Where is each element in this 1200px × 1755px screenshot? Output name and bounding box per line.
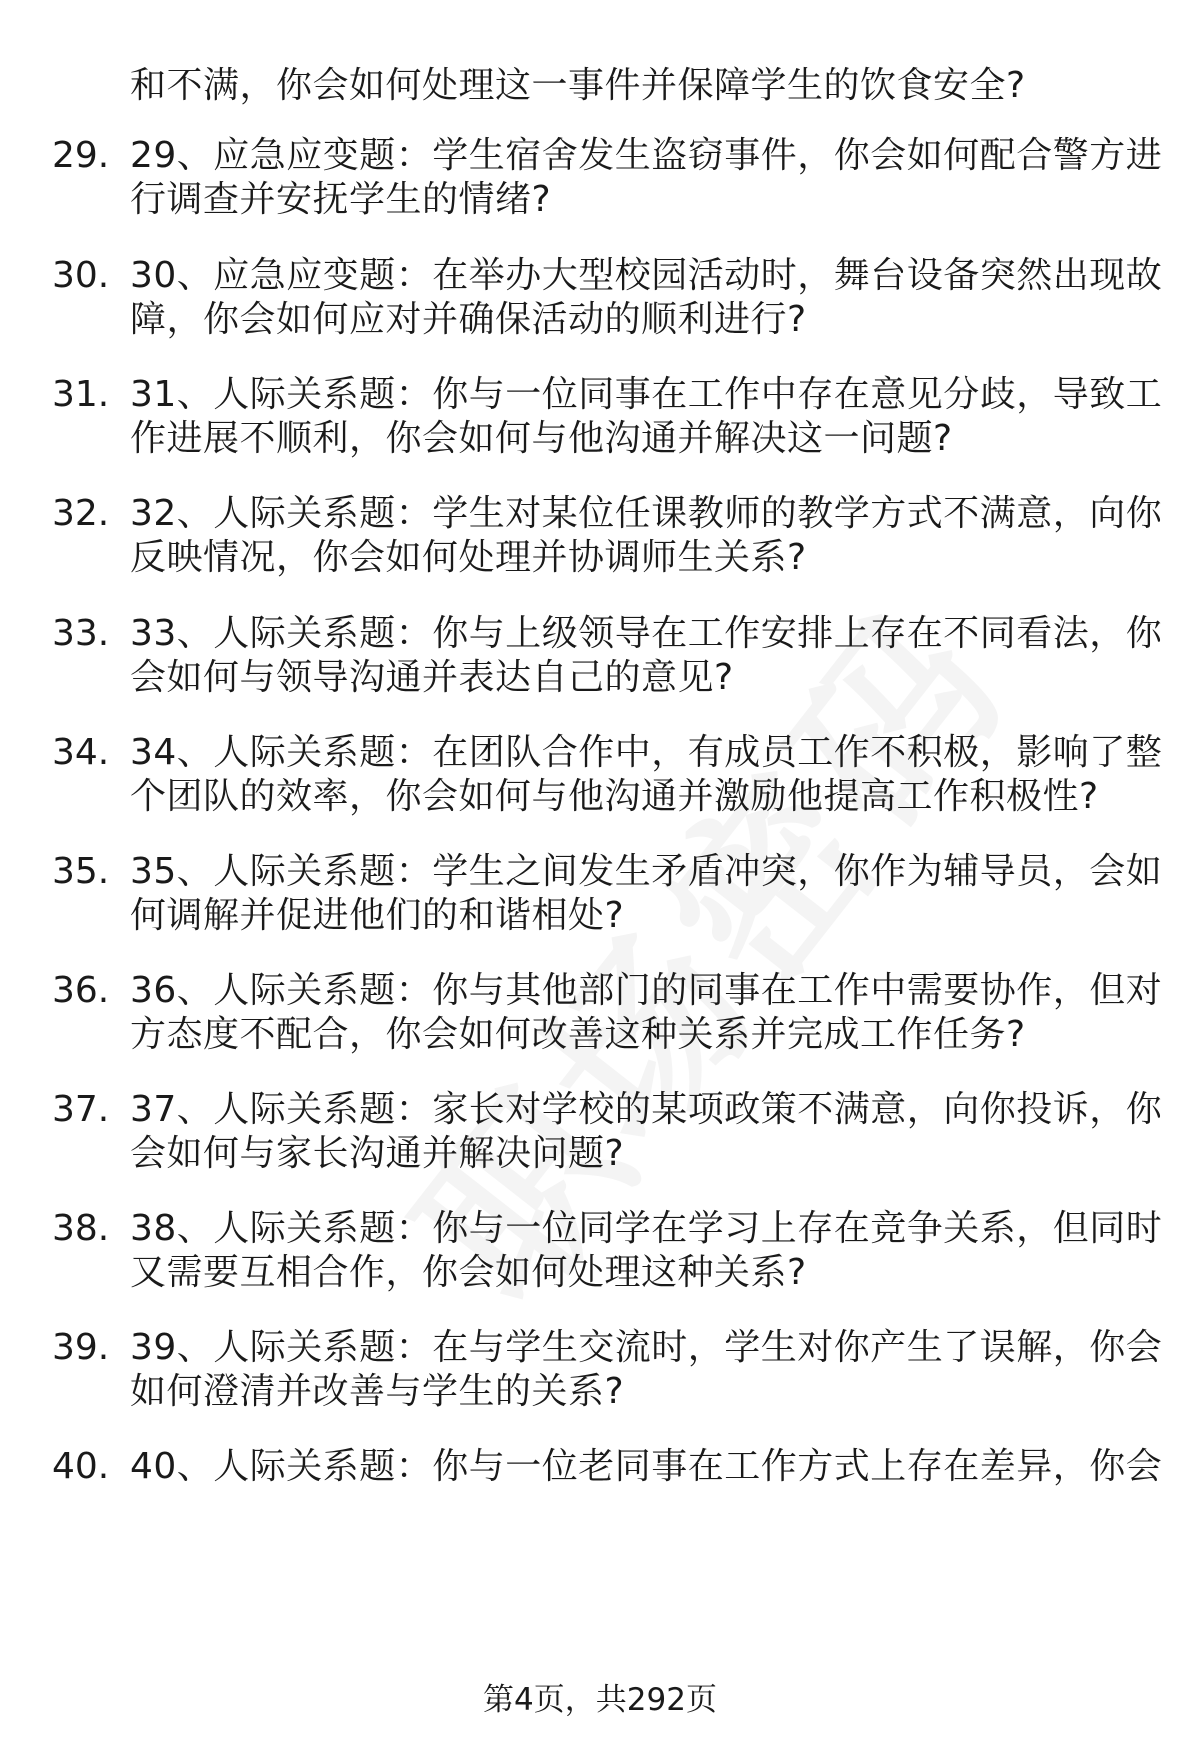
item-number: 30. xyxy=(52,255,110,296)
item-text-line-2: 会如何与领导沟通并表达自己的意见? xyxy=(130,657,734,698)
item-text-line-1: 33、人际关系题：你与上级领导在工作安排上存在不同看法，你 xyxy=(130,613,1163,654)
item-number: 31. xyxy=(52,374,110,415)
item-number: 29. xyxy=(52,135,110,176)
item-number: 36. xyxy=(52,970,110,1011)
item-number: 38. xyxy=(52,1208,110,1249)
item-number: 32. xyxy=(52,493,110,534)
item-text-line-2: 反映情况，你会如何处理并协调师生关系? xyxy=(130,537,807,578)
item-number: 39. xyxy=(52,1327,110,1368)
item-text-line-2: 如何澄清并改善与学生的关系? xyxy=(130,1371,625,1412)
item-text-line-1: 39、人际关系题：在与学生交流时，学生对你产生了误解，你会 xyxy=(130,1327,1163,1368)
item-text-line-1: 34、人际关系题：在团队合作中，有成员工作不积极，影响了整 xyxy=(130,732,1163,773)
item-number: 33. xyxy=(52,613,110,654)
item-text-line-2: 行调查并安抚学生的情绪? xyxy=(130,179,552,220)
item-text-line-2: 个团队的效率，你会如何与他沟通并激励他提高工作积极性? xyxy=(130,776,1099,817)
item-text-line-1: 29、应急应变题：学生宿舍发生盗窃事件，你会如何配合警方进 xyxy=(130,135,1163,176)
item-text-line-2: 又需要互相合作，你会如何处理这种关系? xyxy=(130,1252,807,1293)
item-text-line-1: 32、人际关系题：学生对某位任课教师的教学方式不满意，向你 xyxy=(130,493,1163,534)
item-text-line-2: 方态度不配合，你会如何改善这种关系并完成工作任务? xyxy=(130,1014,1026,1055)
item-text-line-2: 会如何与家长沟通并解决问题? xyxy=(130,1133,625,1174)
continuation-line: 和不满，你会如何处理这一事件并保障学生的饮食安全? xyxy=(130,65,1026,106)
item-text-line-1: 36、人际关系题：你与其他部门的同事在工作中需要协作，但对 xyxy=(130,970,1163,1011)
item-text-line-1: 30、应急应变题：在举办大型校园活动时，舞台设备突然出现故 xyxy=(130,255,1163,296)
item-text-line-1: 31、人际关系题：你与一位同事在工作中存在意见分歧，导致工 xyxy=(130,374,1163,415)
item-number: 35. xyxy=(52,851,110,892)
item-text-line-2: 作进展不顺利，你会如何与他沟通并解决这一问题? xyxy=(130,418,953,459)
page-footer: 第4页，共292页 xyxy=(483,1682,717,1718)
item-text-line-1: 35、人际关系题：学生之间发生矛盾冲突，你作为辅导员，会如 xyxy=(130,851,1163,892)
item-text-line-2: 障，你会如何应对并确保活动的顺利进行? xyxy=(130,299,807,340)
item-text-line-1: 40、人际关系题：你与一位老同事在工作方式上存在差异，你会 xyxy=(130,1446,1163,1487)
item-text-line-1: 38、人际关系题：你与一位同学在学习上存在竞争关系，但同时 xyxy=(130,1208,1163,1249)
item-number: 40. xyxy=(52,1446,110,1487)
item-number: 34. xyxy=(52,732,110,773)
item-number: 37. xyxy=(52,1089,110,1130)
item-text-line-1: 37、人际关系题：家长对学校的某项政策不满意，向你投诉，你 xyxy=(130,1089,1163,1130)
item-text-line-2: 何调解并促进他们的和谐相处? xyxy=(130,895,625,936)
